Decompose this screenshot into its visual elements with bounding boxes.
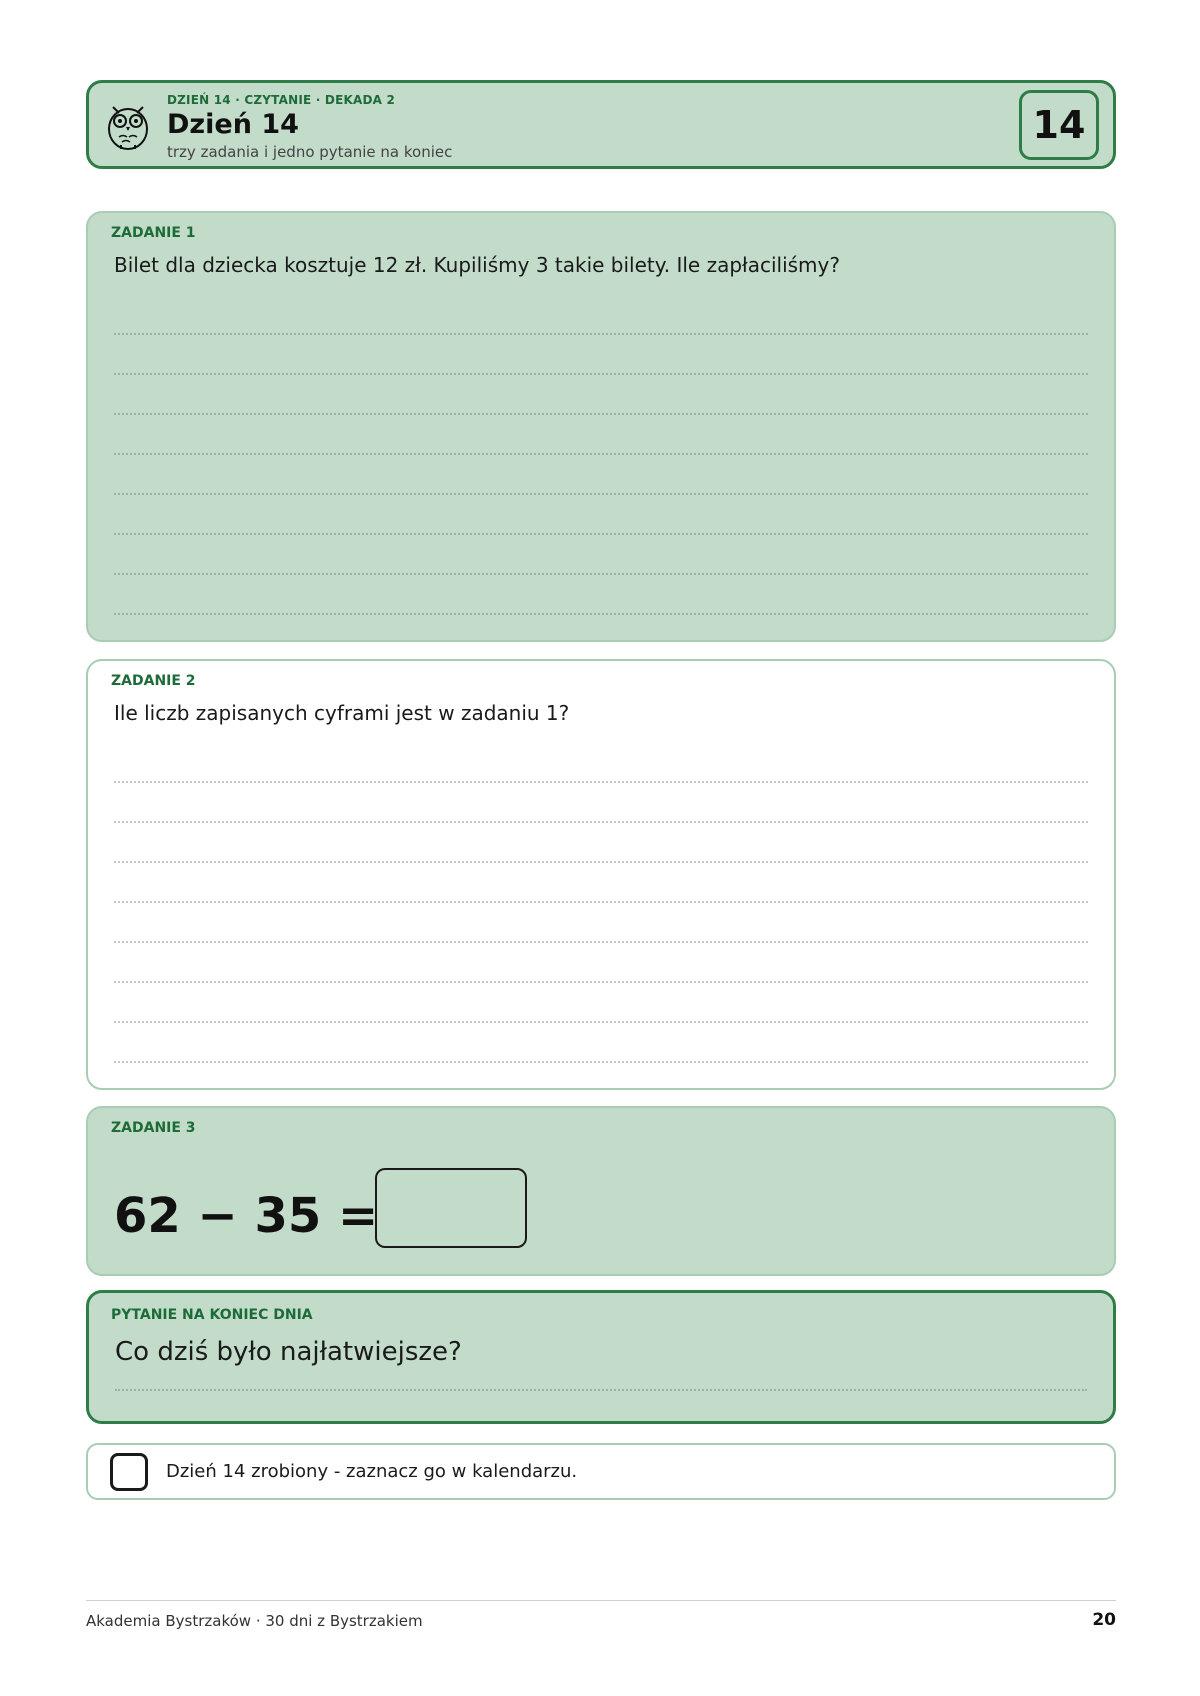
day-number-badge: 14 — [1019, 90, 1099, 160]
answer-line[interactable] — [114, 781, 1088, 783]
task-2-label: ZADANIE 2 — [111, 673, 196, 689]
task-2-card — [86, 659, 1116, 1090]
header-kicker: DZIEŃ 14 · CZYTANIE · DEKADA 2 — [167, 93, 396, 107]
answer-line[interactable] — [114, 453, 1088, 455]
answer-line[interactable] — [114, 901, 1088, 903]
page-title: Dzień 14 — [167, 109, 299, 140]
footer-publisher: Akademia Bystrzaków · 30 dni z Bystrzakiem — [86, 1612, 423, 1630]
task-3-card — [86, 1106, 1116, 1276]
answer-box[interactable] — [375, 1168, 527, 1248]
answer-line[interactable] — [114, 533, 1088, 535]
end-question-text: Co dziś było najłatwiejsze? — [115, 1337, 462, 1367]
answer-line[interactable] — [114, 493, 1088, 495]
header-subtitle: trzy zadania i jedno pytanie na koniec — [167, 143, 453, 161]
end-question-label: PYTANIE NA KONIEC DNIA — [111, 1307, 313, 1323]
day-header — [86, 80, 1116, 169]
answer-line[interactable] — [114, 333, 1088, 335]
task-3-label: ZADANIE 3 — [111, 1120, 196, 1136]
day-done-text: Dzień 14 zrobiony - zaznacz go w kalendarzu. — [166, 1461, 578, 1482]
answer-line[interactable] — [114, 573, 1088, 575]
answer-line[interactable] — [114, 821, 1088, 823]
answer-line[interactable] — [114, 373, 1088, 375]
footer-divider — [86, 1600, 1116, 1601]
answer-line[interactable] — [114, 1021, 1088, 1023]
task-1-card — [86, 211, 1116, 642]
answer-line[interactable] — [114, 1061, 1088, 1063]
day-done-checkbox[interactable] — [110, 1453, 148, 1491]
task-2-question: Ile liczb zapisanych cyframi jest w zadaniu 1? — [114, 701, 570, 725]
owl-icon — [105, 99, 151, 151]
answer-line[interactable] — [115, 1389, 1087, 1391]
answer-line[interactable] — [114, 981, 1088, 983]
task-1-label: ZADANIE 1 — [111, 225, 196, 241]
answer-line[interactable] — [114, 941, 1088, 943]
equation: 62 − 35 = — [114, 1188, 379, 1244]
answer-line[interactable] — [114, 861, 1088, 863]
day-done-row — [86, 1443, 1116, 1500]
end-of-day-question-card — [86, 1290, 1116, 1424]
answer-line[interactable] — [114, 613, 1088, 615]
page-number: 20 — [1092, 1610, 1116, 1630]
answer-line[interactable] — [114, 413, 1088, 415]
task-1-question: Bilet dla dziecka kosztuje 12 zł. Kupiliśmy 3 takie bilety. Ile zapłaciliśmy? — [114, 253, 840, 277]
